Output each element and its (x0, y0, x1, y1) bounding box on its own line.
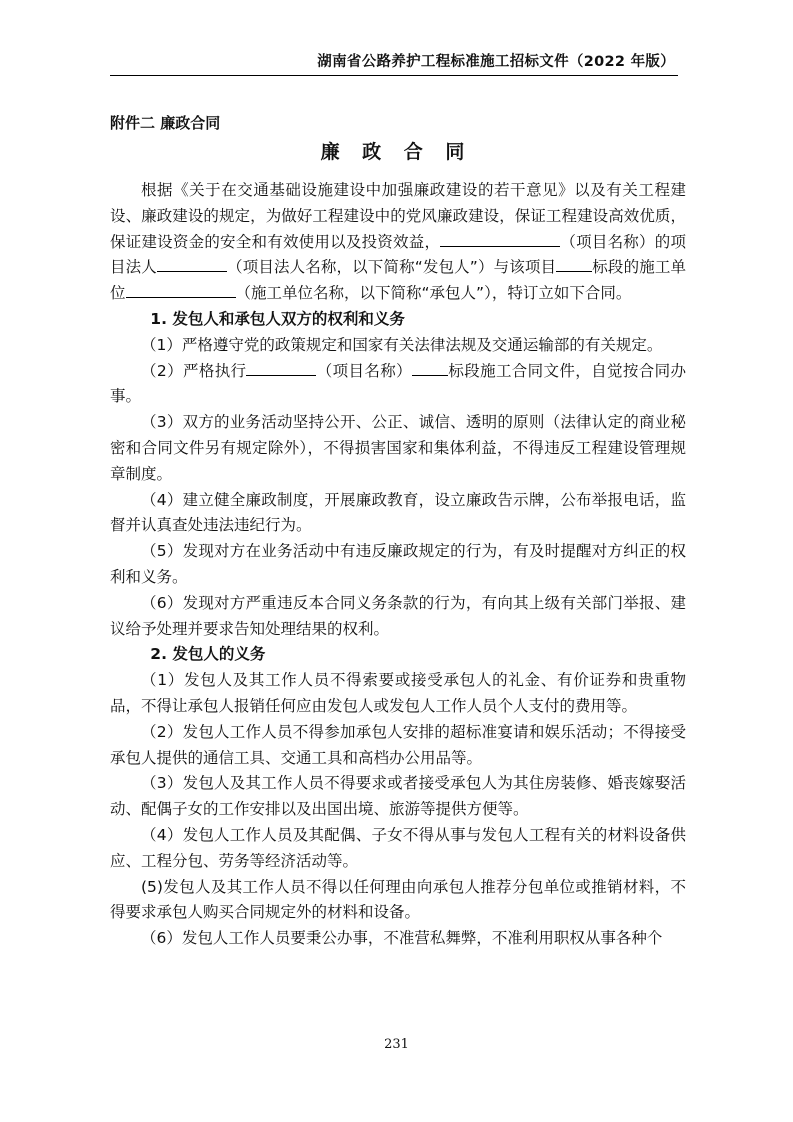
document-title: 廉 政 合 同 (320, 141, 473, 163)
blank-legal-entity (157, 256, 227, 273)
blank-section-2 (412, 359, 448, 376)
page-number: 231 (384, 1037, 409, 1052)
document-header: 湖南省公路养护工程标准施工招标文件（2022 年版） (317, 54, 675, 70)
intro-text-1: 根据《关于在交通基础设施建设中加强廉政建设的若干意见》以及有关工程建设、廉政建设的规定，为做好工程建设中的党风廉政建设，保证工程建设高效优质，保证建设资金的安全和有效使用以及投资效益， (110, 181, 686, 251)
intro-text-5: （施工单位名称，以下简称“承包人”），特订立如下合同。 (235, 284, 632, 303)
intro-text-2: （项目名称）的项目法人 (110, 232, 686, 277)
item2-text-a: （2）严格执行 (141, 361, 247, 380)
appendix-label: 附件二 廉政合同 (110, 114, 221, 132)
intro-text-3: （项目法人名称，以下简称“发包人”）与该项目 (226, 258, 557, 277)
section2-item-5: (5)发包人及其工作人员不得以任何理由向承包人推荐分包单位或推销材料，不得要求承包人购买合同规定外的材料和设备。 (110, 877, 686, 922)
section1-item-3: （3）双方的业务活动坚持公开、公正、诚信、透明的原则（法律认定的商业秘密和合同文件另有规定除外），不得损害国家和集体利益，不得违反工程建设管理规章制度。 (110, 413, 686, 483)
blank-section (556, 256, 592, 273)
blank-project-name-2 (246, 359, 316, 376)
section1-heading: 1. 发包人和承包人双方的权利和义务 (150, 309, 405, 328)
intro-paragraph (110, 178, 686, 307)
section1-item-6: （6）发现对方严重违反本合同义务条款的行为，有向其上级有关部门举报、建议给予处理并要求告知处理结果的权利。 (110, 593, 686, 638)
header-divider (110, 75, 678, 76)
section1-item-2 (110, 359, 686, 411)
blank-project-name (440, 230, 560, 247)
section1-item-5: （5）发现对方在业务活动中有违反廉政规定的行为，有及时提醒对方纠正的权利和义务。 (110, 542, 686, 586)
intro-text-4: 标段的施工单位 (110, 258, 686, 303)
section2-item-2: （2）发包人工作人员不得参加承包人安排的超标准宴请和娱乐活动；不得接受承包人提供的通信工具、交通工具和高档办公用品等。 (110, 722, 686, 767)
section2-item-3: （3）发包人及其工作人员不得要求或者接受承包人为其住房装修、婚丧嫁娶活动、配偶子女的工作安排以及出国出境、旅游等提供方便等。 (110, 774, 686, 819)
item2-text-c: 标段施工合同文件，自觉按合同办事。 (110, 361, 686, 406)
document-body (110, 178, 686, 952)
section2-item-1: （1）发包人及其工作人员不得索要或接受承包人的礼金、有价证券和贵重物品，不得让承包人报销任何应由发包人或发包人工作人员个人支付的费用等。 (110, 671, 686, 715)
item2-text-b: （项目名称） (316, 361, 412, 380)
section2-item-6: （6）发包人工作人员要秉公办事，不准营私舞弊，不准利用职权从事各种个 (141, 929, 663, 948)
section2-item-4: （4）发包人工作人员及其配偶、子女不得从事与发包人工程有关的材料设备供应、工程分包、劳务等经济活动等。 (110, 825, 686, 870)
section2-heading: 2. 发包人的义务 (150, 645, 266, 664)
section1-item-1: （1）严格遵守党的政策规定和国家有关法律法规及交通运输部的有关规定。 (141, 335, 663, 354)
section1-item-4: （4）建立健全廉政制度，开展廉政教育，设立廉政告示牌，公布举报电话，监督并认真查处违法违纪行为。 (110, 490, 686, 535)
blank-contractor (126, 282, 236, 299)
